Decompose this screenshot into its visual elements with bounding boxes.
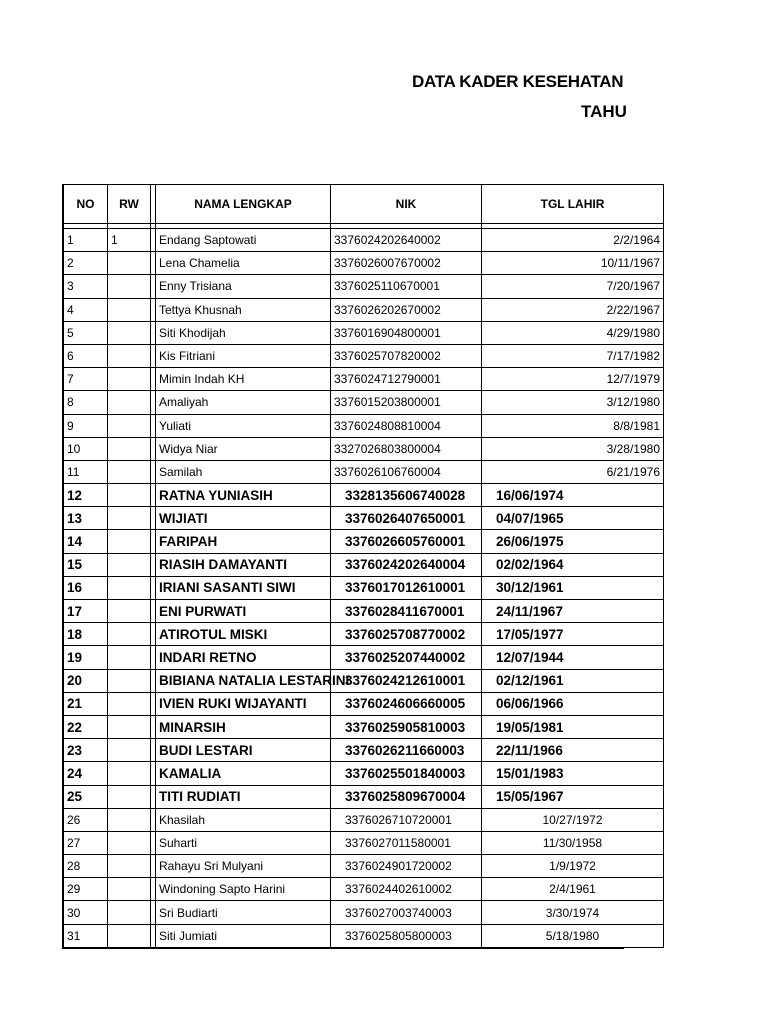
cell-no: 13	[64, 507, 108, 530]
cell-no: 14	[64, 530, 108, 553]
header-rw: RW	[108, 185, 151, 224]
cell-rw	[108, 901, 151, 924]
cell-rw	[108, 762, 151, 785]
cell-tgl-lahir: 30/12/1961	[482, 576, 664, 599]
table-row	[64, 762, 664, 785]
cell-tgl-lahir: 12/07/1944	[482, 646, 664, 669]
cell-no: 6	[64, 344, 108, 367]
cell-nik: 3376027011580001	[331, 831, 482, 854]
cell-rw	[108, 321, 151, 344]
cell-no: 21	[64, 692, 108, 715]
table-row	[64, 414, 664, 437]
cell-nik: 3376024712790001	[331, 368, 482, 391]
table-row	[64, 553, 664, 576]
cell-tgl-lahir: 19/05/1981	[482, 715, 664, 738]
cell-nama: Rahayu Sri Mulyani	[156, 855, 331, 878]
cell-rw	[108, 344, 151, 367]
header-no: NO	[64, 185, 108, 224]
document-title: DATA KADER KESEHATAN	[412, 72, 624, 91]
cell-rw	[108, 252, 151, 275]
cell-rw	[108, 785, 151, 808]
cell-rw	[108, 878, 151, 901]
cell-nik: 3376024606660005	[331, 692, 482, 715]
header-nik: NIK	[331, 185, 482, 224]
cell-nik: 3376016904800001	[331, 321, 482, 344]
cell-nik: 3376026007670002	[331, 252, 482, 275]
cell-nik: 3376024202640002	[331, 229, 482, 252]
table-row	[64, 901, 664, 924]
cell-tgl-lahir: 06/06/1966	[482, 692, 664, 715]
cell-no: 8	[64, 391, 108, 414]
cell-no: 23	[64, 739, 108, 762]
table-body	[64, 229, 664, 948]
cell-no: 10	[64, 437, 108, 460]
cell-nama: Siti Khodijah	[156, 321, 331, 344]
cell-nama: BUDI LESTARI	[156, 739, 331, 762]
cell-nama: IRIANI SASANTI SIWI	[156, 576, 331, 599]
table-row	[64, 924, 664, 947]
cell-nama: Sri Budiarti	[156, 901, 331, 924]
cell-no: 17	[64, 600, 108, 623]
cell-rw	[108, 298, 151, 321]
cell-rw: 1	[108, 229, 151, 252]
table-row	[64, 460, 664, 483]
table-row	[64, 437, 664, 460]
cell-tgl-lahir: 26/06/1975	[482, 530, 664, 553]
cell-nama: Samilah	[156, 460, 331, 483]
table-row	[64, 252, 664, 275]
table-row	[64, 831, 664, 854]
cell-tgl-lahir: 15/05/1967	[482, 785, 664, 808]
cell-no: 2	[64, 252, 108, 275]
cell-tgl-lahir: 3/28/1980	[482, 437, 664, 460]
table-row	[64, 600, 664, 623]
cell-tgl-lahir: 3/30/1974	[482, 901, 664, 924]
table-row	[64, 646, 664, 669]
cell-tgl-lahir: 15/01/1983	[482, 762, 664, 785]
cell-no: 4	[64, 298, 108, 321]
cell-nik: 3376024901720002	[331, 855, 482, 878]
cell-nama: FARIPAH	[156, 530, 331, 553]
cell-nama: Kis Fitriani	[156, 344, 331, 367]
table-row	[64, 576, 664, 599]
cell-rw	[108, 924, 151, 947]
cell-nama: Widya Niar	[156, 437, 331, 460]
cell-tgl-lahir: 22/11/1966	[482, 739, 664, 762]
document-subtitle: TAHU	[581, 102, 627, 121]
cell-nama: IVIEN RUKI WIJAYANTI	[156, 692, 331, 715]
cell-rw	[108, 831, 151, 854]
cell-rw	[108, 391, 151, 414]
cell-no: 25	[64, 785, 108, 808]
cell-rw	[108, 808, 151, 831]
cell-nik: 3376024402610002	[331, 878, 482, 901]
cell-nama: KAMALIA	[156, 762, 331, 785]
cell-no: 11	[64, 460, 108, 483]
cell-tgl-lahir: 2/2/1964	[482, 229, 664, 252]
table-row	[64, 855, 664, 878]
cell-no: 3	[64, 275, 108, 298]
cell-nama: MINARSIH	[156, 715, 331, 738]
cell-nama: Amaliyah	[156, 391, 331, 414]
cell-no: 5	[64, 321, 108, 344]
cell-rw	[108, 414, 151, 437]
cell-nik: 3376027003740003	[331, 901, 482, 924]
cell-no: 28	[64, 855, 108, 878]
cell-tgl-lahir: 04/07/1965	[482, 507, 664, 530]
table-row	[64, 484, 664, 507]
cell-rw	[108, 646, 151, 669]
cell-nik: 3376015203800001	[331, 391, 482, 414]
cell-tgl-lahir: 1/9/1972	[482, 855, 664, 878]
cell-rw	[108, 739, 151, 762]
cell-rw	[108, 437, 151, 460]
table-row	[64, 623, 664, 646]
cell-nama: WIJIATI	[156, 507, 331, 530]
cell-no: 18	[64, 623, 108, 646]
cell-no: 26	[64, 808, 108, 831]
cell-tgl-lahir: 3/12/1980	[482, 391, 664, 414]
cell-nik: 3376024202640004	[331, 553, 482, 576]
cell-nama: Khasilah	[156, 808, 331, 831]
cell-nik: 3376025110670001	[331, 275, 482, 298]
cell-nik: 3376025501840003	[331, 762, 482, 785]
cell-nama: Enny Trisiana	[156, 275, 331, 298]
cell-nik: 3328135606740028	[331, 484, 482, 507]
cell-tgl-lahir: 8/8/1981	[482, 414, 664, 437]
cell-tgl-lahir: 11/30/1958	[482, 831, 664, 854]
cell-tgl-lahir: 17/05/1977	[482, 623, 664, 646]
table-row	[64, 808, 664, 831]
table-row	[64, 507, 664, 530]
table-row	[64, 275, 664, 298]
cell-nik: 3376026106760004	[331, 460, 482, 483]
cell-no: 22	[64, 715, 108, 738]
cell-nama: Suharti	[156, 831, 331, 854]
header-nama: NAMA LENGKAP	[156, 185, 331, 224]
cell-rw	[108, 576, 151, 599]
cell-nama: Lena Chamelia	[156, 252, 331, 275]
cell-no: 9	[64, 414, 108, 437]
table-row	[64, 878, 664, 901]
cell-nik: 3376025805800003	[331, 924, 482, 947]
cell-rw	[108, 275, 151, 298]
cell-tgl-lahir: 12/7/1979	[482, 368, 664, 391]
cell-nik: 3376024212610001	[331, 669, 482, 692]
cell-nik: 3376025809670004	[331, 785, 482, 808]
cell-tgl-lahir: 2/4/1961	[482, 878, 664, 901]
table-row	[64, 785, 664, 808]
cell-no: 19	[64, 646, 108, 669]
table-row	[64, 669, 664, 692]
cell-tgl-lahir: 16/06/1974	[482, 484, 664, 507]
cell-nik: 3376026202670002	[331, 298, 482, 321]
cell-tgl-lahir: 7/20/1967	[482, 275, 664, 298]
cell-nik: 3376025905810003	[331, 715, 482, 738]
table-row	[64, 368, 664, 391]
cell-nik: 3376025708770002	[331, 623, 482, 646]
table-row	[64, 344, 664, 367]
table-row	[64, 530, 664, 553]
cell-nik: 3376026407650001	[331, 507, 482, 530]
cell-tgl-lahir: 7/17/1982	[482, 344, 664, 367]
cell-rw	[108, 623, 151, 646]
cell-rw	[108, 692, 151, 715]
cell-no: 12	[64, 484, 108, 507]
cell-tgl-lahir: 02/02/1964	[482, 553, 664, 576]
cell-tgl-lahir: 2/22/1967	[482, 298, 664, 321]
cell-nik: 3376026605760001	[331, 530, 482, 553]
cell-rw	[108, 368, 151, 391]
cell-nama: INDARI RETNO	[156, 646, 331, 669]
table-row	[64, 692, 664, 715]
cell-nik: 3327026803800004	[331, 437, 482, 460]
cell-tgl-lahir: 5/18/1980	[482, 924, 664, 947]
cell-nama: RATNA YUNIASIH	[156, 484, 331, 507]
cell-rw	[108, 460, 151, 483]
cell-nama: Mimin Indah KH	[156, 368, 331, 391]
cell-nama: Siti Jumiati	[156, 924, 331, 947]
cell-no: 15	[64, 553, 108, 576]
cell-no: 1	[64, 229, 108, 252]
cell-no: 16	[64, 576, 108, 599]
kader-table-container	[62, 184, 660, 949]
table-row	[64, 321, 664, 344]
table-header-row	[64, 185, 664, 224]
cell-nama: Yuliati	[156, 414, 331, 437]
cell-tgl-lahir: 02/12/1961	[482, 669, 664, 692]
cell-no: 30	[64, 901, 108, 924]
cell-tgl-lahir: 6/21/1976	[482, 460, 664, 483]
cell-nama: ATIROTUL MISKI	[156, 623, 331, 646]
header-tgl-lahir: TGL LAHIR	[482, 185, 664, 224]
cell-nik: 3376026211660003	[331, 739, 482, 762]
cell-rw	[108, 553, 151, 576]
cell-rw	[108, 484, 151, 507]
cell-nama: RIASIH DAMAYANTI	[156, 553, 331, 576]
table-row	[64, 298, 664, 321]
cell-tgl-lahir: 4/29/1980	[482, 321, 664, 344]
cell-nama: Tettya Khusnah	[156, 298, 331, 321]
cell-tgl-lahir: 24/11/1967	[482, 600, 664, 623]
cell-rw	[108, 715, 151, 738]
cell-nik: 3376025707820002	[331, 344, 482, 367]
cell-rw	[108, 507, 151, 530]
cell-no: 7	[64, 368, 108, 391]
table-row	[64, 391, 664, 414]
cell-nik: 3376028411670001	[331, 600, 482, 623]
kader-table	[63, 184, 664, 948]
cell-nama: ENI PURWATI	[156, 600, 331, 623]
cell-no: 20	[64, 669, 108, 692]
cell-nik: 3376026710720001	[331, 808, 482, 831]
cell-tgl-lahir: 10/11/1967	[482, 252, 664, 275]
cell-nama: BIBIANA NATALIA LESTARINI	[156, 669, 331, 692]
cell-nik: 3376024808810004	[331, 414, 482, 437]
cell-tgl-lahir: 10/27/1972	[482, 808, 664, 831]
cell-nama: Windoning Sapto Harini	[156, 878, 331, 901]
cell-nama: TITI RUDIATI	[156, 785, 331, 808]
cell-nik: 3376025207440002	[331, 646, 482, 669]
cell-no: 27	[64, 831, 108, 854]
cell-no: 24	[64, 762, 108, 785]
table-row	[64, 229, 664, 252]
cell-no: 31	[64, 924, 108, 947]
cell-rw	[108, 669, 151, 692]
cell-rw	[108, 530, 151, 553]
cell-rw	[108, 855, 151, 878]
cell-no: 29	[64, 878, 108, 901]
table-row	[64, 715, 664, 738]
table-row	[64, 739, 664, 762]
cell-nama: Endang Saptowati	[156, 229, 331, 252]
cell-rw	[108, 600, 151, 623]
cell-nik: 3376017012610001	[331, 576, 482, 599]
